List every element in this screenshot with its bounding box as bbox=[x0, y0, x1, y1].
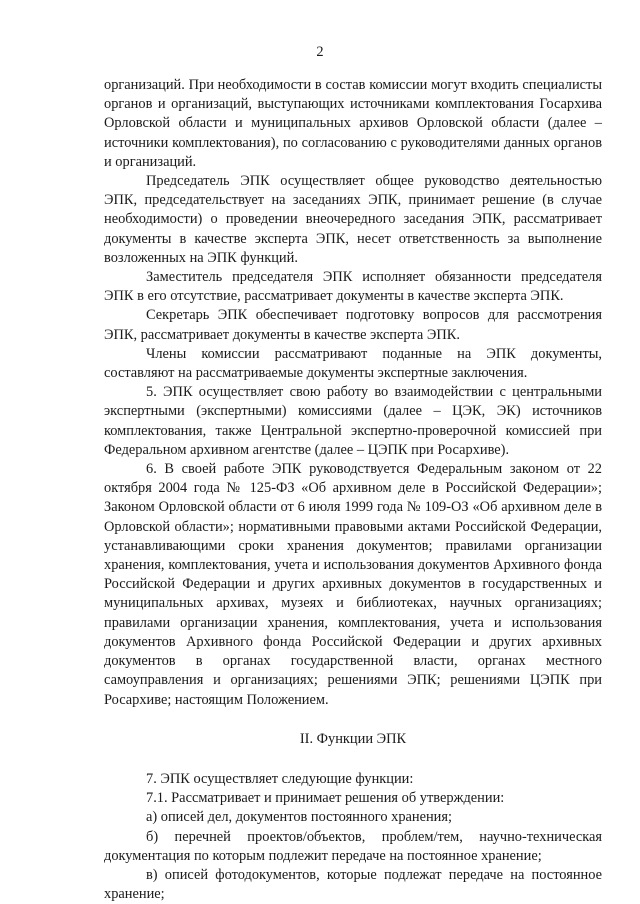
paragraph-item-6: 6. В своей работе ЭПК руководствуется Федеральным законом от 22 октября 2004 года № 125-ФЗ «Об архивном деле в Российской Федерации»; Законом Орловской области от 6 июля 1999 года № 109-ОЗ «Об архивном деле в Орловской области»; нормативными правовыми актами Российской Федерации, устанавливающими сроки хранения документов; правилами организации хранения, комплектования, учета и использования документов Архивного фонда Российской Федерации и других архивных документов в государственных и муниципальных архивах, музеях и библиотеках, научных организациях; правилами организации хранения, комплектования, учета и использования документов Архивного фонда Российской Федерации и других архивных документов в органах государственной власти, органах местного самоуправления и организациях; решениями ЭПК; решениями ЦЭПК при Росархиве; настоящим Положением. bbox=[104, 461, 602, 708]
paragraph-members-duties: Члены комиссии рассматривают поданные на ЭПК документы, составляют на рассматриваемые документы экспертные заключения. bbox=[104, 345, 602, 382]
paragraph-secretary-duties: Секретарь ЭПК обеспечивает подготовку вопросов для рассмотрения ЭПК, рассматривает документы в качестве эксперта ЭПК. bbox=[104, 307, 602, 343]
page-number: 2 bbox=[316, 44, 324, 60]
paragraph-chairman-duties: Председатель ЭПК осуществляет общее руководство деятельностью ЭПК, председательствует на заседаниях ЭПК, принимает решение (в случае необходимости) о проведении внеочередного заседания ЭПК, рассматривает документы в качестве эксперта ЭПК, несет ответственность за выполнение возложенных на ЭПК функций. bbox=[104, 173, 602, 266]
paragraph-subitem-v: в) описей фотодокументов, которые подлежат передаче на постоянное хранение; bbox=[104, 866, 602, 903]
paragraph-subitem-a: а) описей дел, документов постоянного хранения; bbox=[146, 809, 453, 826]
document-body bbox=[104, 76, 602, 904]
section-heading: II. Функции ЭПК bbox=[299, 730, 407, 747]
paragraph-subitem-b: б) перечней проектов/объектов, проблем/тем, научно-техническая документация по которым подлежит передаче на постоянное хранение; bbox=[104, 828, 602, 864]
paragraph-commission-composition: организаций. При необходимости в состав комиссии могут входить специалисты органов и организаций, выступающих источниками комплектования Госархива Орловской области и муниципальных архивов Орловской области (далее – источники комплектования), по согласованию с руководителями данных органов и организаций. bbox=[104, 77, 602, 170]
paragraph-item-7-1: 7.1. Рассматривает и принимает решения об утверждении: bbox=[146, 790, 505, 807]
paragraph-item-7: 7. ЭПК осуществляет следующие функции: bbox=[146, 770, 414, 787]
paragraph-item-5: 5. ЭПК осуществляет свою работу во взаимодействии с центральными экспертными (экспертными) комиссиями (далее – ЦЭК, ЭК) источников комплектования, также Центральной экспертно-проверочной комиссией при Федеральном архивном агентстве (далее – ЦЭПК при Росархиве). bbox=[104, 384, 602, 458]
paragraph-deputy-chairman-duties: Заместитель председателя ЭПК исполняет обязанности председателя ЭПК в его отсутствие, рассматривает документы в качестве эксперта ЭПК. bbox=[104, 269, 602, 305]
